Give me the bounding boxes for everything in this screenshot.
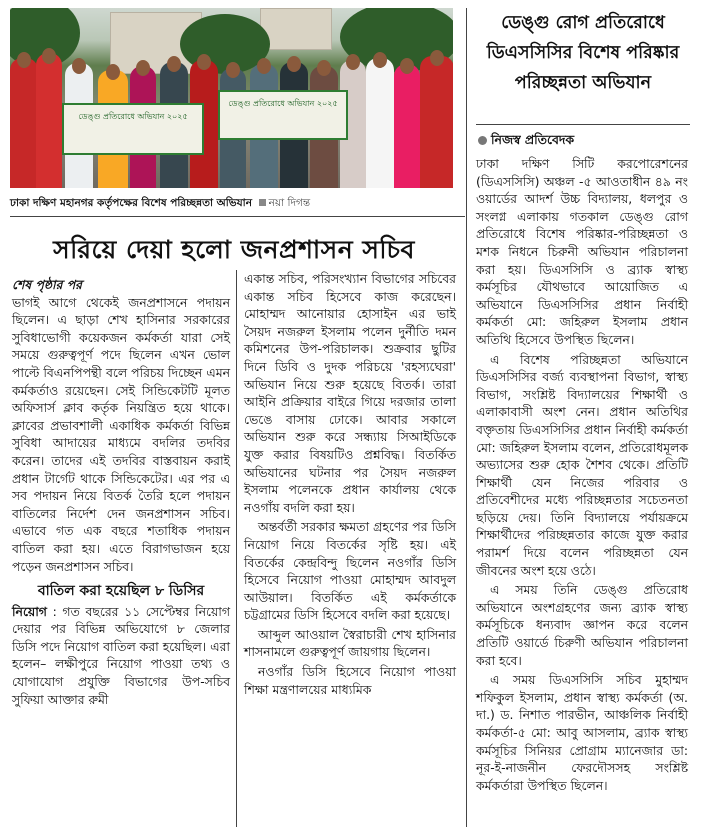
column-divider [236,270,237,827]
byline [478,132,574,152]
headline-line: পরিচ্ছন্নতা অভিযান [514,73,652,93]
article-headline: সরিয়ে দেয়া হলো জনপ্রশাসন সচিব [53,235,415,264]
news-photo [10,8,453,188]
paragraph: ভাগই আগে থেকেই জনপ্রশাসনে পদায়ন ছিলেন। এ ছাড়া শেখ হাসিনার সরকারের সুবিধাভোগী কয়েকজন কর্মকর্তা যারা সেই সময়ে গুরুত্বপূর্ণ পদে ছিলেন এখন ভোল পাল্টে বিএনপিপন্থী বলে পরিচয় দিচ্ছেন এমন কর্মকর্তাও রয়েছেন। সেই সিন্ডিকেটটি মূলত অফিসার্স ক্লাব কর্তৃক নিয়ন্ত্রিত হয়ে থাকে। ক্লাবের প্রভাবশালী একাধিক কর্মকর্তা বিভিন্ন সুবিধা আদায়ের মাধ্যমে বদলির তদবির করেন। তাদের এই তদবির বাস্তবায়ন করাই প্রধান টার্গেট থাকে সিন্ডিকেটের। এর পর এ সব পদায়ন নিয়ে বিতর্ক তৈরি হলে পদায়ন বাতিলের নির্দেশ দেন জনপ্রশাসন সচিব। এভাবে গত এক বছরে শতাধিক পদায়ন বাতিল করা হয়। এতে বিরাগভাজন হয়ে পড়েন জনপ্রশাসন সচিব। [12,294,230,574]
subheading: বাতিল করা হয়েছিল ৮ ডিসির [37,583,205,600]
paragraph: আব্দুল আওয়াল স্বৈরাচারী শেখ হাসিনার শাসনামলে গুরুত্বপূর্ণ জায়গায় ছিলেন। [244,626,456,660]
paragraph: একান্ত সচিব, পরিসংখ্যান বিভাগের সচিবের একান্ত সচিব হিসেবে কাজ করেছেন। মোহাম্মদ আনোয়ার হোসাইন এর ভাই সৈয়দ নজরুল ইসলাম পলেন দুর্নীতি দমন কমিশনের উপ-পরিচালক। শুক্রবার ছুটির দিনে ডিবি ও দুদক পরিচয়ে 'রহস্যঘেরা' অভিযান নিয়ে শুরু হয়েছে বিতর্ক। তারা আইনি প্রক্রিয়ার বাইরে গিয়ে দরজার তালা ভেঙে বাসায় ঢোকে। আবার সকালে অভিযান শুরু করে সন্ধ্যায় সিআইডিকে যুক্ত করার বিষয়টিও প্রশ্নবিদ্ধ। বিতর্কিত অভিযানের ঘটনার পর সৈয়দ নজরুল ইসলাম পলেনকে প্রধান কার্যালয় থেকে নওগাঁয় বদলি করা হয়। [244,271,456,515]
photo-caption [10,196,465,213]
article-column-1 [12,276,230,710]
right-article-headline [476,8,690,98]
headline-line: ডেঙ্গু রোগ প্রতিরোধে [501,13,665,33]
byline-text: নিজস্ব প্রতিবেদক [491,132,575,147]
caption-source: নয়া দিগন্ত [268,197,311,209]
divider [10,216,465,217]
paragraph: এ সময় ডিএসসিসি সচিব মুহাম্মদ শফিকুল ইসলাম, প্রধান স্বাস্থ্য কর্মকর্তা (অ. দা.) ড. নিশাত পারভীন, আঞ্চলিক নির্বাহী কর্মকর্তা-৫ মো: আবু আসলাম, ব্র্যাক স্বাস্থ্য কর্মসূচির সিনিয়র প্রোগ্রাম ম্যানেজার ডা: নূর-ই-নাজনীন ফেরদৌসসহ সংশ্লিষ্ট কর্মকর্তারা উপস্থিত ছিলেন। [476,672,688,793]
banner-left: ডেঙ্গু প্রতিরোধে অভিযান ২০২৫ [62,103,204,155]
paragraph: নওগাঁর ডিসি হিসেবে নিয়োগ পাওয়া শিক্ষা মন্ত্রণালয়ের মাধ্যমিক [244,664,456,697]
paragraph-text: : গত বছরের ১১ সেপ্টেম্বর নিয়োগ দেয়ার পর বিভিন্ন অভিযোগে ৮ জেলার ডিসি পদে নিয়োগ বাতিল করা হয়েছিল। এরা হলেন– লক্ষীপুরে নিয়োগ পাওয়া তথ্য ও যোগাযোগ প্রযুক্তি বিভাগের উপ-সচিব সুফিয়া আক্তার রুমী [12,603,230,707]
paragraph: এ বিশেষ পরিচ্ছন্নতা অভিযানে ডিএসসিসির বর্জ্য ব্যবস্থাপনা বিভাগ, স্বাস্থ্য বিভাগ, সংশ্লিষ্ট বিদ্যালয়ের শিক্ষার্থী ও এলাকাবাসী অংশ নেন। প্রধান অতিথির বক্তৃতায় ডিএসসিসির প্রধান নির্বাহী কর্মকর্তা মো: জহিরুল ইসলাম বলেন, প্রতিরোধমূলক অভ্যাসের শুরু হোক শৈশব থেকে। প্রতিটি শিক্ষার্থী যেন নিজের পরিবার ও প্রতিবেশীদের মধ্যে পরিচ্ছন্নতার সচেতনতা ছড়িয়ে দেয়। তিনি বিদ্যালয়ে পর্যায়ক্রমে শিক্ষার্থীদের পরিচ্ছন্নতার কাজে যুক্ত করার পরামর্শ দিয়ে বলেন পরিচ্ছন্নতা যেন জীবনের অংশ হয়ে ওঠে। [476,351,688,578]
headline-line: ডিএসসিসির বিশেষ পরিষ্কার [486,43,680,63]
continued-label: শেষ পৃষ্ঠার পর [12,277,82,292]
paragraph: অন্তর্বর্তী সরকার ক্ষমতা গ্রহণের পর ডিসি নিয়োগ নিয়ে বিতর্কের সৃষ্টি হয়। এই বিতর্কের কেন্দ্রবিন্দু ছিলেন নওগাঁর ডিসি হিসেবে নিয়োগ পাওয়া মোহাম্মদ আবদুল আউয়াল। বিতর্কিত এই কর্মকর্তাকে চট্টগ্রামের ডিসি হিসেবে বদলি করা হয়েছে। [244,519,456,623]
paragraph: এ সময় তিনি ডেঙ্গু প্রতিরোধ অভিযানে অংশগ্রহণের জন্য ব্র্যাক স্বাস্থ্য কর্মসূচিকে ধন্যবাদ জ্ঞাপন করে বলেন প্রতিটি ওয়ার্ডে চিরুণী অভিযান পরিচালনা করা হবে। [476,582,688,668]
paragraph: ঢাকা দক্ষিণ সিটি করপোরেশনের (ডিএসসিসি) অঞ্চল -৫ আওতাধীন ৪৯ নং ওয়ার্ডের আদর্শ উচ্চ বিদ্যালয়, ধলপুর ও সংলগ্ন এলাকায় গতকাল ডেঙ্গু রোগ প্রতিরোধে বিশেষ পরিষ্কার-পরিচ্ছন্নতা ও মশক নিধনে চিরুনী অভিযান পরিচালনা করা হয়। ডিএসসিসি ও ব্র্যাক স্বাস্থ্য কর্মসূচির যৌথভাবে আয়োজিত এ অভিযানে ডিএসসিসির প্রধান নির্বাহী কর্মকর্তা মো: জহিরুল ইসলাম প্রধান অতিথি হিসেবে উপস্থিত ছিলেন। [476,156,688,347]
caption-text: ঢাকা দক্ষিণ মহানগর কর্তৃপক্ষের বিশেষ পরিচ্ছন্নতা অভিযান [10,197,252,209]
square-icon [259,199,266,206]
article-column-3 [476,155,688,796]
column-divider [466,8,467,827]
banner-right: ডেঙ্গু প্রতিরোধে অভিযান ২০২৫ [218,90,348,140]
divider [476,124,690,125]
lead-word: নিয়োগ [12,603,47,619]
bullet-icon [478,136,487,145]
article-column-2 [244,270,456,700]
paragraph [12,603,230,709]
